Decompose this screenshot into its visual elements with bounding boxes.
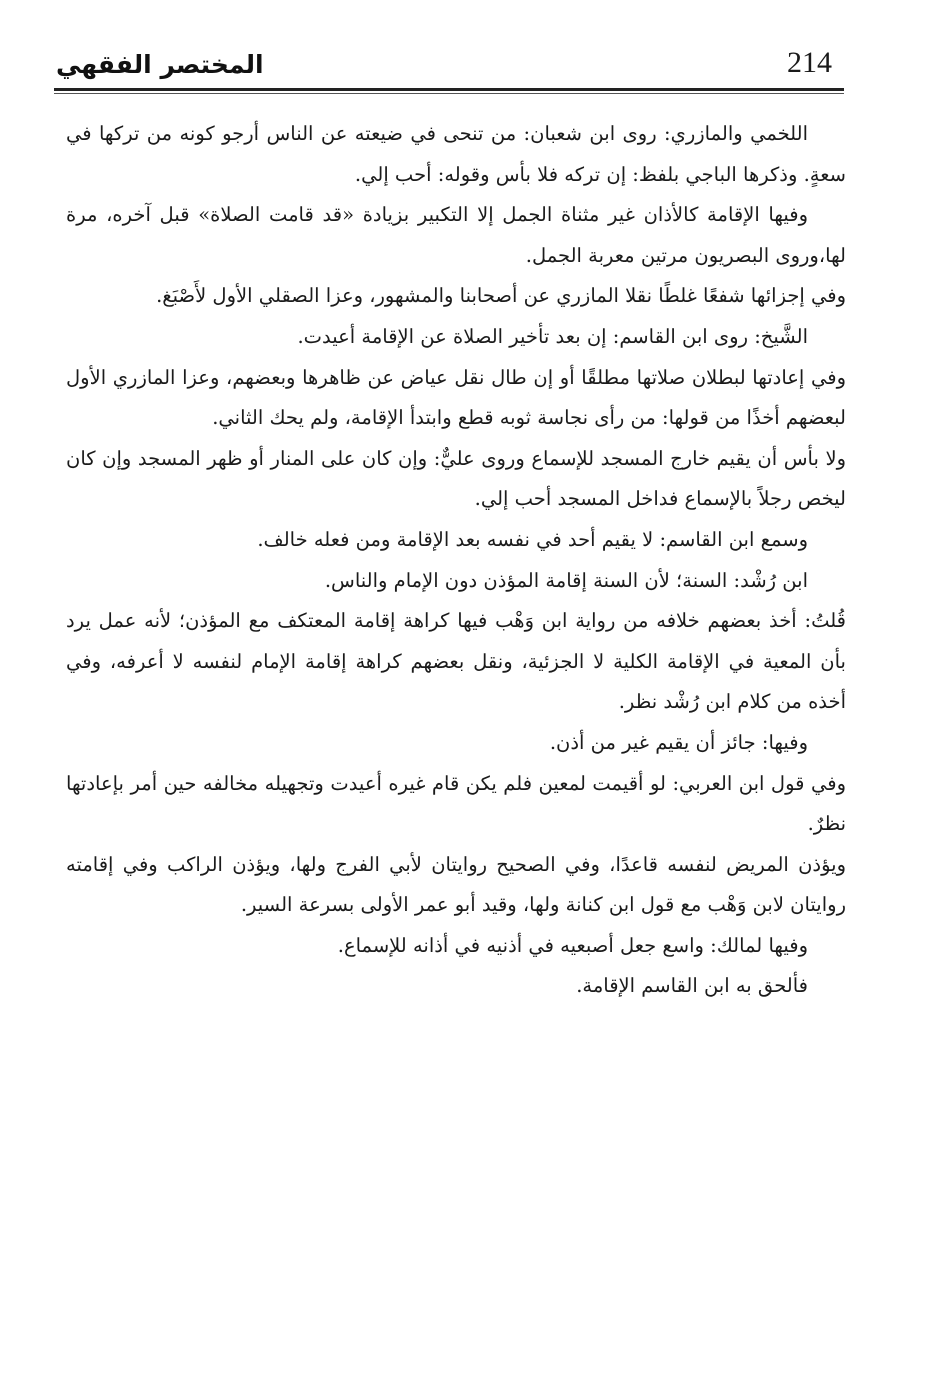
paragraph-1: اللخمي والمازري: روى ابن شعبان: من تنحى في ضيعته عن الناس أرجو كونه من تركها في سعةٍ. وذكرها الباجي بلفظ: إن تركه فلا بأس وقوله: أحب إلي. [66,122,846,186]
page-number: 214 [787,46,832,79]
text-body [66,114,846,1007]
paragraph-7: وسمع ابن القاسم: لا يقيم أحد في نفسه بعد الإقامة ومن فعله خالف. [257,527,808,551]
paragraph-3: وفي إجزائها شفعًا غلطًا نقلا المازري عن أصحابنا والمشهور، وعزا الصقلي الأول لأَصْبَغ. [156,284,846,308]
header-rule-thin [54,93,844,94]
page-header [54,44,844,94]
paragraph-12: ويؤذن المريض لنفسه قاعدًا، وفي الصحيح روايتان لأبي الفرج ولها، ويؤذن الراكب وفي إقامته روايتان لابن وَهْب مع قول ابن كنانة ولها، وقيد أبو عمر الأولى بسرعة السير. [66,852,846,917]
paragraph-5: وفي إعادتها لبطلان صلاتها مطلقًا أو إن طال نقل عياض عن ظاهرها وبعضهم، وعزا المازري الأول لبعضهم أخذًا من قولها: من رأى نجاسة ثوبه قطع وابتدأ الإقامة، ولم يحك الثاني. [66,365,846,430]
paragraph-13: وفيها لمالك: واسع جعل أصبعيه في أذنيه في أذانه للإسماع. [337,933,808,957]
running-title: المختصر الفقهي [56,50,264,79]
paragraph-6: ولا بأس أن يقيم خارج المسجد للإسماع وروى عليٌّ: وإن كان على المنار أو ظهر المسجد وإن كان ليخص رجلاً بالإسماع فداخل المسجد أحب إلي. [66,446,846,511]
paragraph-4: الشَّيخ: روى ابن القاسم: إن بعد تأخير الصلاة عن الإقامة أعيدت. [297,324,808,348]
paragraph-8: ابن رُشْد: السنة؛ لأن السنة إقامة المؤذن دون الإمام والناس. [324,568,808,592]
paragraph-11: وفي قول ابن العربي: لو أقيمت لمعين فلم يكن قام غيره أعيدت وتجهيله مخالفه حين أمر بإعادتها نظرٌ. [66,771,846,836]
header-rule [54,88,844,91]
paragraph-9: قُلتُ: أخذ بعضهم خلافه من رواية ابن وَهْب فيها كراهة إقامة المعتكف مع المؤذن؛ لأنه عمل يرد بأن المعية في الإقامة الكلية لا الجزئية، ونقل بعضهم كراهة إقامة الإمام لنفسه لا أعرفه، وفي أخذه من كلام ابن رُشْد نظر. [66,609,846,714]
paragraph-2: وفيها الإقامة كالأذان غير مثناة الجمل إلا التكبير بزيادة «قد قامت الصلاة» قبل آخره، مرة لها،وروى البصريون مرتين معربة الجمل. [66,203,846,267]
paragraph-14: فألحق به ابن القاسم الإقامة. [576,974,808,998]
paragraph-10: وفيها: جائز أن يقيم غير من أذن. [549,730,808,754]
